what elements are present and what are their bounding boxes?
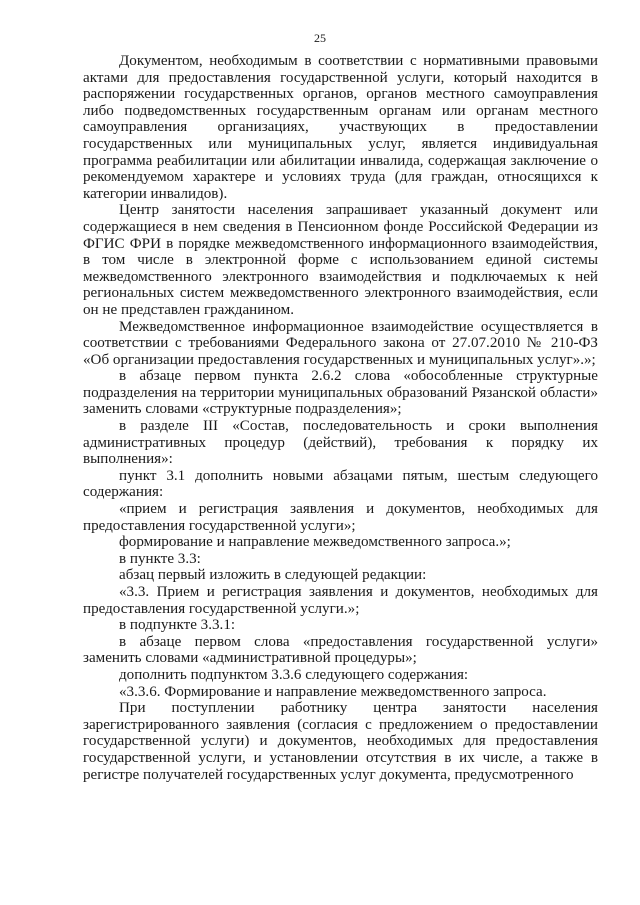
paragraph: Межведомственное информационное взаимодействие осуществляется в соответствии с требованиями Федерального закона от 27.07.2010 № 210-ФЗ «Об организации предоставления государственных и муниципальных услуг».»;: [83, 318, 598, 368]
paragraph: Документом, необходимым в соответствии с нормативными правовыми актами для предоставления государственной услуги, который находится в распоряжении государственных органов, органов местного самоуправления либо подведомственных государственным органам или органам местного самоуправления организациях, участвующих в предоставлении государственных или муниципальных услуг, является индивидуальная программа реабилитации или абилитации инвалида, содержащая заключение о рекомендуемом характере и условиях труда (для граждан, относящихся к категории инвалидов).: [83, 53, 598, 202]
paragraph: При поступлении работнику центра занятости населения зарегистрированного заявления (согласия с предложением о предоставлении государственной услуги) и документов, необходимых для предоставления государственной услуги, и установлении отсутствия в их числе, а также в регистре получателей государственных услуг документа, предусмотренного: [83, 700, 598, 783]
paragraph: в абзаце первом пункта 2.6.2 слова «обособленные структурные подразделения на территории муниципальных образований Рязанской области» заменить словами «структурные подразделения»;: [83, 368, 598, 418]
paragraph: Центр занятости населения запрашивает указанный документ или содержащиеся в нем сведения в Пенсионном фонде Российской Федерации из ФГИС ФРИ в порядке межведомственного информационного взаимодействия, в том числе в электронной форме с использованием единой системы межведомственного электронного взаимодействия и подключаемых к ней региональных систем межведомственного электронного взаимодействия, если он не представлен гражданином.: [83, 202, 598, 318]
paragraph: в подпункте 3.3.1:: [119, 617, 236, 634]
paragraph: в разделе III «Состав, последовательность и сроки выполнения административных процедур (действий), требования к порядку их выполнения»:: [83, 418, 598, 468]
paragraph: пункт 3.1 дополнить новыми абзацами пятым, шестым следующего содержания:: [83, 467, 598, 501]
paragraph: формирование и направление межведомственного запроса.»;: [119, 534, 511, 551]
paragraph: «3.3. Прием и регистрация заявления и документов, необходимых для предоставления государственной услуги.»;: [83, 584, 598, 617]
paragraph: в пункте 3.3:: [119, 550, 201, 567]
paragraph: абзац первый изложить в следующей редакции:: [119, 567, 427, 584]
document-body: [83, 53, 598, 783]
paragraph: «прием и регистрация заявления и документов, необходимых для предоставления государственной услуги»;: [83, 501, 598, 534]
page-number: 25: [314, 31, 326, 45]
paragraph: дополнить подпунктом 3.3.6 следующего содержания:: [119, 666, 469, 683]
paragraph: «3.3.6. Формирование и направление межведомственного запроса.: [119, 683, 547, 700]
paragraph: в абзаце первом слова «предоставления государственной услуги» заменить словами «административной процедуры»;: [83, 633, 598, 667]
